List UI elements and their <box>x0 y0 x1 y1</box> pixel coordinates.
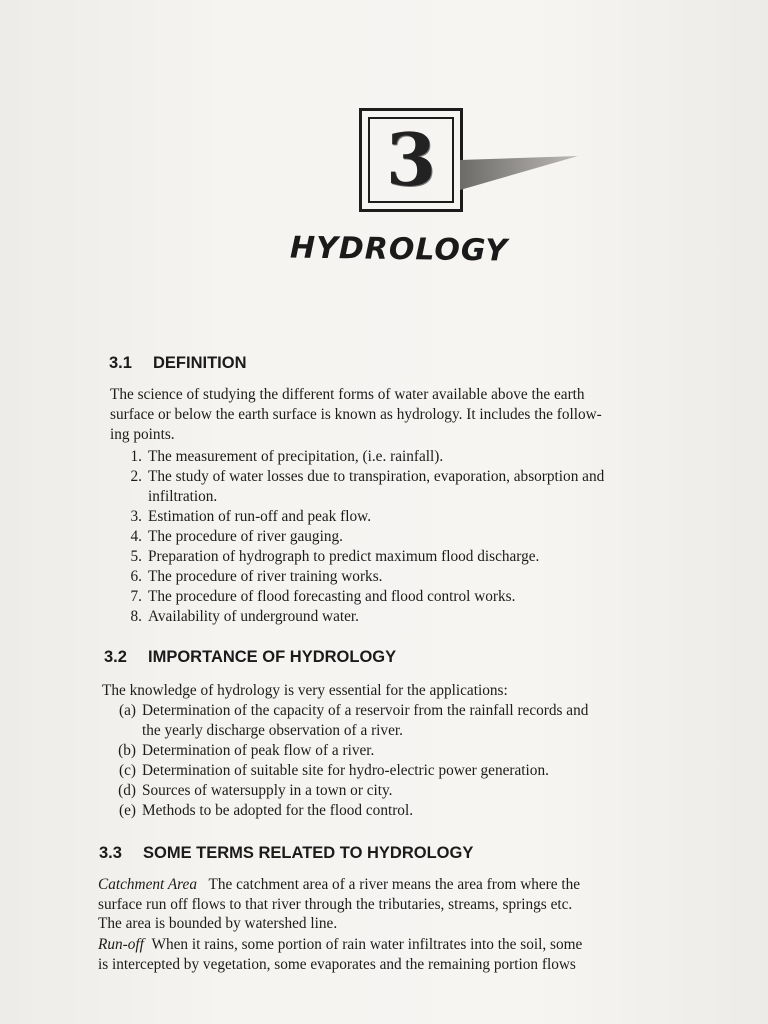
list-marker: (b) <box>118 742 136 759</box>
list-item-text: The study of water losses due to transpiration, evaporation, absorption and <box>148 468 605 485</box>
chapter-number: 3 <box>385 117 437 202</box>
list-marker: 6. <box>130 568 142 585</box>
list-item-text: Determination of the capacity of a reservoir from the rainfall records and <box>142 702 589 719</box>
list-marker: (e) <box>119 802 136 819</box>
list-item <box>102 801 712 821</box>
paragraph-line: surface run off flows to that river through the tributaries, streams, springs etc. <box>98 896 573 913</box>
list-marker: 5. <box>130 548 142 565</box>
paragraph-line: surface or below the earth surface is known as hydrology. It includes the follow- <box>110 406 602 423</box>
list-item-text: The procedure of river gauging. <box>148 528 343 545</box>
list-item <box>116 567 716 587</box>
section-title: SOME TERMS RELATED TO HYDROLOGY <box>143 844 474 862</box>
list-marker: 3. <box>130 508 142 525</box>
list-item <box>116 607 716 627</box>
importance-list <box>102 701 712 821</box>
list-item <box>116 447 716 467</box>
paragraph-line: is intercepted by vegetation, some evaporates and the remaining portion flows <box>98 956 576 973</box>
decorative-wedge-icon <box>460 156 578 192</box>
list-item <box>116 467 716 507</box>
list-item <box>102 781 712 801</box>
paragraph-line: ing points. <box>110 426 175 443</box>
section-heading-definition <box>109 354 247 373</box>
section-title: DEFINITION <box>153 354 247 372</box>
term-run-off: Run-off <box>98 936 144 953</box>
list-item-text: the yearly discharge observation of a river. <box>142 722 403 739</box>
list-item-text: Estimation of run-off and peak flow. <box>148 508 372 525</box>
list-item <box>116 527 716 547</box>
section-title: IMPORTANCE OF HYDROLOGY <box>148 648 397 666</box>
chapter-number-frame <box>368 117 454 203</box>
list-item <box>102 761 712 781</box>
section-heading-importance <box>104 648 396 667</box>
list-item-text: infiltration. <box>148 488 218 505</box>
list-item-text: The procedure of flood forecasting and flood control works. <box>148 588 516 605</box>
list-marker: 8. <box>130 608 142 625</box>
list-marker: 2. <box>130 468 142 485</box>
list-marker: (d) <box>118 782 136 799</box>
list-item-text: Methods to be adopted for the flood control. <box>142 802 414 819</box>
list-marker: (c) <box>119 762 136 779</box>
section-number: 3.3 <box>99 844 122 862</box>
list-item <box>102 701 712 741</box>
list-item-text: The measurement of precipitation, (i.e. rainfall). <box>148 448 444 465</box>
paragraph-text: The catchment area of a river means the area from where the <box>208 876 581 893</box>
paragraph-line: The science of studying the different forms of water available above the earth <box>110 386 585 403</box>
list-item <box>102 741 712 761</box>
list-item-text: Availability of underground water. <box>148 608 359 625</box>
list-item-text: Preparation of hydrograph to predict maximum flood discharge. <box>148 548 540 565</box>
list-item-text: The procedure of river training works. <box>148 568 383 585</box>
paragraph-line: The knowledge of hydrology is very essential for the applications: <box>102 682 508 699</box>
list-item <box>116 507 716 527</box>
runoff-line-1 <box>98 936 582 954</box>
list-item-text: Sources of watersupply in a town or city. <box>142 782 393 799</box>
section-heading-terms <box>99 844 473 863</box>
list-marker: 4. <box>130 528 142 545</box>
catchment-line-1 <box>98 876 580 894</box>
list-item <box>116 547 716 567</box>
paragraph-text: When it rains, some portion of rain water infiltrates into the soil, some <box>151 936 583 953</box>
paragraph-line: The area is bounded by watershed line. <box>98 915 338 932</box>
list-item-text: Determination of suitable site for hydro-electric power generation. <box>142 762 549 779</box>
section-number: 3.2 <box>104 648 127 666</box>
list-marker: (a) <box>119 702 136 719</box>
definition-list <box>116 447 716 627</box>
chapter-number-box <box>359 108 463 212</box>
list-item <box>116 587 716 607</box>
list-marker: 1. <box>130 448 142 465</box>
list-marker: 7. <box>130 588 142 605</box>
chapter-title: HYDROLOGY <box>289 230 509 269</box>
section-number: 3.1 <box>109 354 132 372</box>
term-catchment-area: Catchment Area <box>98 876 197 893</box>
list-item-text: Determination of peak flow of a river. <box>142 742 375 759</box>
